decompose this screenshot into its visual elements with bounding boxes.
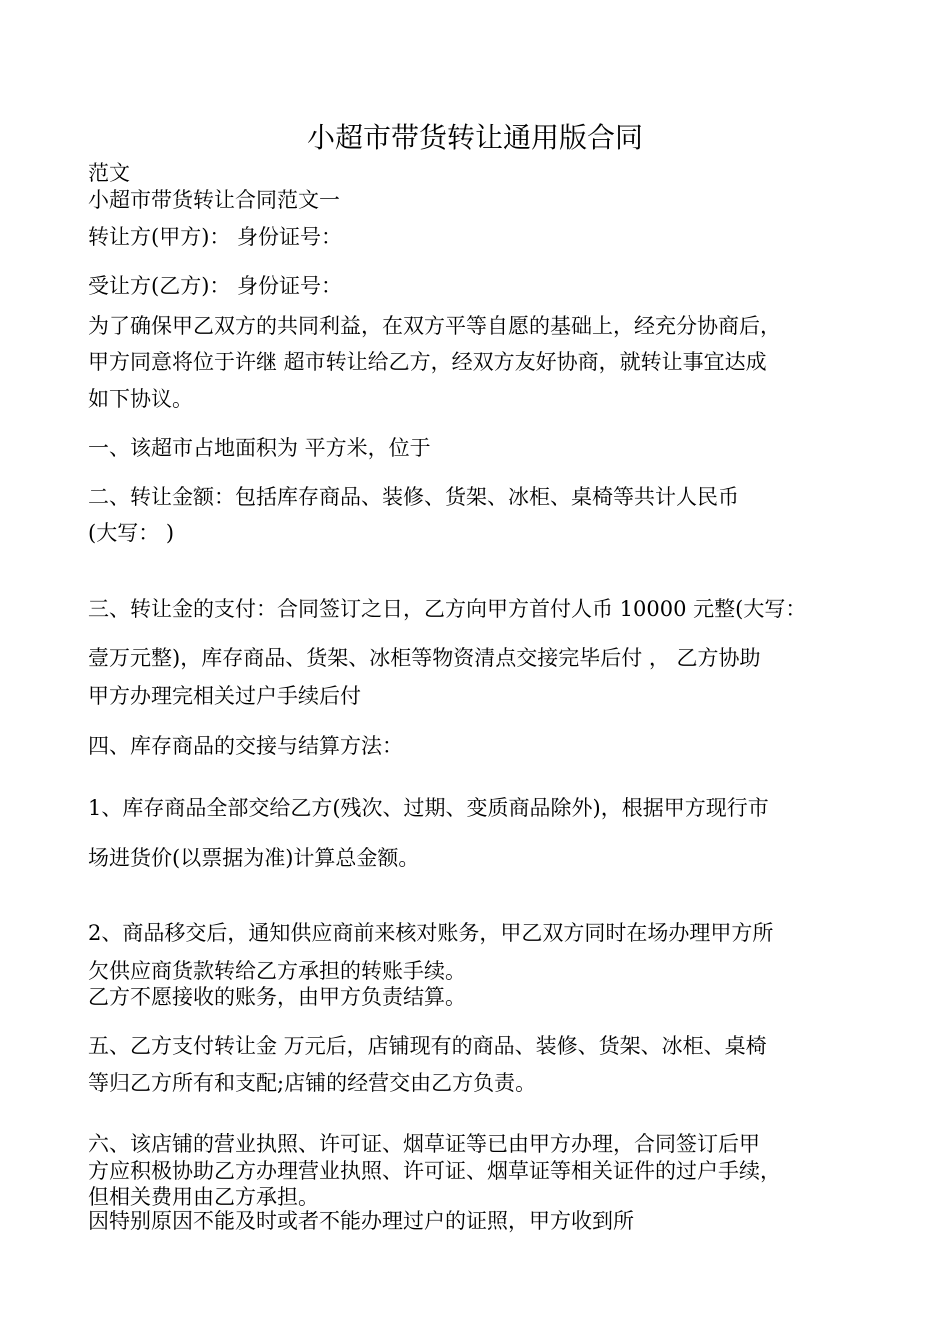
- clause-3-line: 壹万元整)，库存商品、货架、冰柜等物资清点交接完毕后付 ， 乙方协助: [88, 646, 761, 670]
- party-b-line: 受让方(乙方)： 身份证号：: [88, 274, 343, 298]
- clause-4-2-line: 欠供应商货款转给乙方承担的转账手续。: [88, 959, 466, 983]
- clause-4-1-line: 场进货价(以票据为准)计算总金额。: [88, 846, 420, 870]
- section-heading: 小超市带货转让合同范文一: [88, 188, 340, 212]
- clause-3-line: 甲方办理完相关过户手续后付: [88, 684, 361, 708]
- clause-4-1-line: 1、库存商品全部交给乙方(残次、过期、变质商品除外)，根据甲方现行市: [88, 796, 769, 820]
- clause-4-2-line: 乙方不愿接收的账务，由甲方负责结算。: [88, 985, 466, 1009]
- clause-6-line: 六、该店铺的营业执照、许可证、烟草证等已由甲方办理，合同签订后甲: [88, 1132, 760, 1156]
- clause-6-line: 因特别原因不能及时或者不能办理过户的证照，甲方收到所: [88, 1209, 634, 1233]
- party-a-line: 转让方(甲方)： 身份证号：: [88, 225, 343, 249]
- intro-line: 如下协议。: [88, 387, 193, 411]
- clause-4-2-line: 2、商品移交后，通知供应商前来核对账务，甲乙双方同时在场办理甲方所: [88, 921, 774, 945]
- document-subtitle: 范文: [88, 161, 130, 185]
- clause-2-line: (大写： ): [88, 521, 175, 545]
- clause-4-heading: 四、库存商品的交接与结算方法：: [88, 734, 403, 758]
- clause-6-line: 方应积极协助乙方办理营业执照、许可证、烟草证等相关证件的过户手续，: [88, 1159, 781, 1183]
- clause-1: 一、该超市占地面积为 平方米，位于: [88, 436, 431, 460]
- clause-3-line: 三、转让金的支付：合同签订之日，乙方向甲方首付人币 10000 元整(大写：: [88, 597, 807, 621]
- intro-line: 为了确保甲乙双方的共同利益，在双方平等自愿的基础上，经充分协商后，: [88, 314, 781, 338]
- document-title: 小超市带货转让通用版合同: [306, 121, 643, 154]
- clause-5-line: 等归乙方所有和支配;店铺的经营交由乙方负责。: [88, 1071, 537, 1095]
- clause-6-line: 但相关费用由乙方承担。: [88, 1185, 319, 1209]
- clause-5-line: 五、乙方支付转让金 万元后，店铺现有的商品、装修、货架、冰柜、桌椅: [88, 1034, 767, 1058]
- clause-2-line: 二、转让金额：包括库存商品、装修、货架、冰柜、桌椅等共计人民币: [88, 485, 739, 509]
- intro-line: 甲方同意将位于许继 超市转让给乙方，经双方友好协商，就转让事宜达成: [88, 350, 767, 374]
